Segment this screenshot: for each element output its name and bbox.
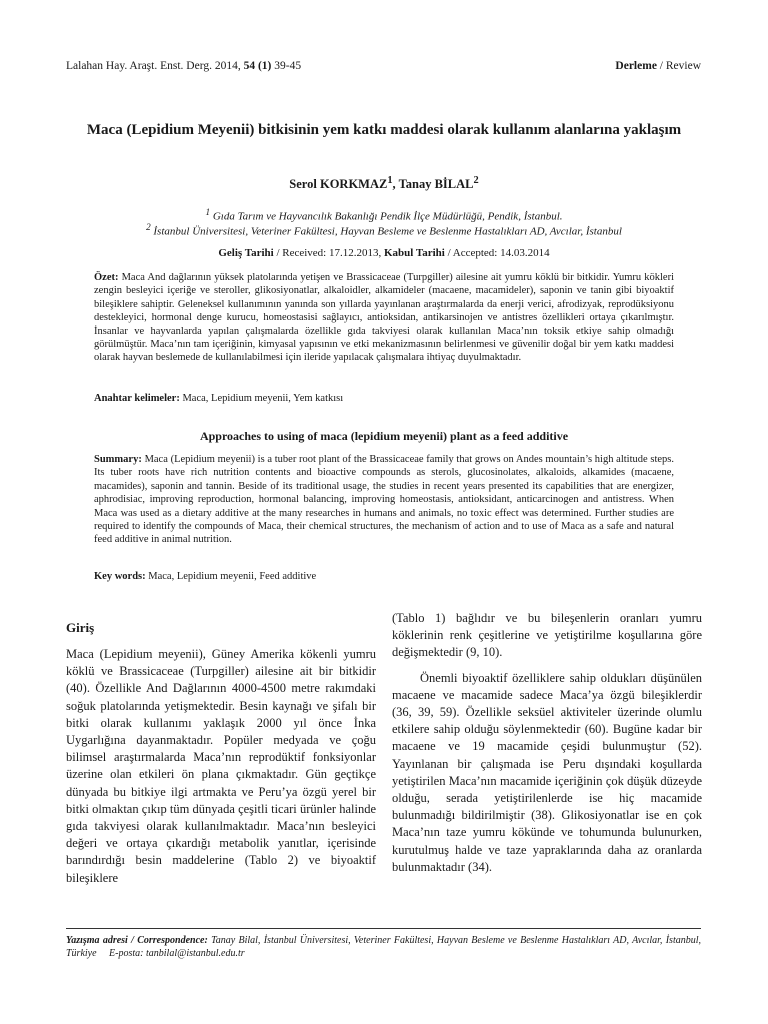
affiliation-2: [60, 220, 708, 239]
authors: [0, 175, 768, 192]
english-title: Approaches to using of maca (lepidium meyenii) plant as a feed additive: [199, 429, 569, 443]
journal-citation: [66, 60, 301, 72]
journal-pages: 39-45: [274, 60, 302, 72]
abstract-en: [94, 453, 674, 547]
body-column-right: [392, 610, 702, 876]
keywords-en: [94, 571, 316, 582]
section-heading-intro: Giriş: [66, 620, 95, 635]
author-2-sup: 2: [473, 175, 479, 186]
abstract-tr-label: Özet:: [94, 272, 119, 283]
abstract-tr-text: Maca And dağlarının yüksek platolarında yetişen ve Brassicaceae (Turpgiller) ailesine ait yumru köklü bir bitkidir. Yumru kökleri zengin besleyici içeriğe ve steroller, glikosiyonatlar, alkaloidler, alkamideler (macaene, macamideler), saponin ve tanin gibi biyoaktif bileşiklere sahiptir. Geleneksel kullanımının yanında son yıllarda yayınlanan araştırmalarda da enerji verici, afrodizyak, reprodüksiyonu destekleyici, hormonal denge kurucu, homeostasisi sağlayıcı, antioksidan, antikarsinojen ve antistres özellikleri ortaya çıkarılmıştır. İnsanlar ve hayvanlarda yapılan çalışmalarda özellikle gıda takviyesi olarak kullanılan Maca’nın toksik etkiye sahip olmadığı görülmüştür. Maca’nın tam içeriğinin, kimyasal yapısının ve etki mekanizmasının belirlenmesi ve güvenilir doğal bir yem katkı maddesi olarak hayvan beslemede de kullanılabilmesi için ileride yapılacak çalışmalara ihtiyaç duyulmaktadır.: [94, 272, 675, 364]
author-separator: ,: [392, 177, 399, 192]
keywords-tr-label: Anahtar kelimeler:: [94, 393, 180, 404]
footer-divider: [66, 928, 701, 929]
affiliation-1-text: Gıda Tarım ve Hayvancılık Bakanlığı Pendik İlçe Müdürlüğü, Pendik, İstanbul.: [212, 210, 563, 223]
email-label: E-posta:: [109, 948, 144, 959]
affiliation-2-sup: 2: [146, 222, 151, 232]
abstract-en-text: Maca (Lepidium meyenii) is a tuber root plant of the Brassicaceae family that grows on Andes mountain’s high altitude steps. Its tuber roots have rich nutrition contents and bioactive compounds as sterols, glucosinolates, alkaloids, alkamides (macaene, macamides), saponin and tannin. Beside of its traditional usage, the studies in recent years presented its capabilities that are energizer, aphrodisiac, improving reproduction, hormonal balancing, improving homeostasis, antioksidant, anticarcinogen and antistress. When Maca was used as a dietary additive at the many researches in humans and animals, no toxic effect was determined. Further studies are required to identify the compounds of Maca, their chemical structures, the mechanism of action and to use of Maca as a safe and natural feed additive in animal nutrition.: [94, 454, 674, 546]
affiliation-2-text: İstanbul Üniversitesi, Veteriner Fakültesi, Hayvan Besleme ve Beslenme Hastalıkları AD, Avcılar, İstanbul: [153, 225, 622, 238]
keywords-en-label: Key words:: [94, 571, 146, 582]
article-type-en: / Review: [659, 60, 701, 72]
intro-paragraph-continued: (Tablo 1) bağlıdır ve bu bileşenlerin oranları yumru köklerinin renk çeşitlerine ve yetiştirilme koşullarına göre değişmektedir (9, 10).: [392, 611, 702, 660]
intro-paragraph-2: Önemli biyoaktif özelliklere sahip oldukları düşünülen macaene ve macamide sadece Maca’ya özgü bileşiklerdir (36, 39, 59). Özellikle seksüel aktiviteler üzerinde olumlu etkilere sahip olduğu söylenmektedir (60). Bugüne kadar bir macaene ve 19 macamide çeşidi bulunmuştur (52). Yayınlanan bir çalışmada ise Peru dışındaki koşullarda yetiştirilen Maca’nın macamide içeriğinin çok düşük düzeyde olduğu, serada yetiştirilenlerde ise hiç macamide bulunmadığı bildirilmiştir (38). Glikosiyonatlar ise en çok Maca’nın taze yumru kökünde ve tohumunda bulunurken, kurutulmuş halde ve taze yapraklarında daha az oranlarda bulunmaktadır (34).: [392, 670, 702, 874]
intro-paragraph-1: Maca (Lepidium meyenii), Güney Amerika kökenli yumru köklü ve Brassicaceae (Turpgiller) ailesine ait bir bitkidir (40). Özellikle And Dağlarının 4000-4500 metre rakımdaki soğuk platolarında yetişmektedir. Besin kaynağı ve şifalı bir bitki olarak kullanımı yaklaşık 2000 yıl önce İnka Uygarlığına dayanmaktadır. Popüler medyada ve çoğu bilimsel araştırmalarda Maca’nın reprodüktif fonksiyonlar üzerine olan etkileri ön plana çıkmaktadır. Gün geçtikçe dünyada bu bitkiye ilgi artmakta ve Peru’ya özgü yerel bir bitki olmaktan çıkıp tüm dünyada çeşitli ticari ürünler halinde gıda takviyesi olarak kullanılmaktadır. Maca’nın besleyici değeri ve ortaya çıkardığı metabolik yanıtlar, içerisinde barındırdığı besin maddelerine (Tablo 2) ve biyoaktif bileşiklere: [66, 647, 376, 885]
correspondence-footer: [66, 934, 701, 960]
journal-prefix: Lalahan Hay. Araşt. Enst. Derg. 2014,: [66, 60, 241, 72]
abstract-en-label: Summary:: [94, 454, 142, 465]
keywords-tr-text: Maca, Lepidium meyenii, Yem katkısı: [182, 393, 344, 404]
correspondence-text: Tanay Bilal, İstanbul Üniversitesi, Veteriner Fakültesi, Hayvan Besleme ve Beslenme Hastalıkları AD, Avcılar, İstanbul, Türkiye: [66, 935, 701, 959]
body-column-left: [66, 646, 376, 887]
correspondence-label: Yazışma adresi / Correspondence:: [66, 935, 208, 946]
author-1: Serol KORKMAZ: [289, 177, 388, 192]
author-2: Tanay BİLAL: [398, 177, 474, 192]
article-title: Maca (Lepidium Meyenii) bitkisinin yem katkı maddesi olarak kullanım alanlarına yaklaşım: [86, 122, 682, 138]
author-1-sup: 1: [387, 175, 393, 186]
abstract-tr: [94, 271, 674, 365]
keywords-tr: [94, 393, 343, 404]
journal-volume: 54 (1): [243, 60, 272, 72]
received-date: / Received: 17.12.2013,: [276, 247, 382, 259]
received-label: Geliş Tarihi: [218, 247, 274, 259]
accepted-label: Kabul Tarihi: [383, 247, 445, 259]
article-type-tr: Derleme: [615, 60, 657, 72]
email-link[interactable]: tanbilal@istanbul.edu.tr: [146, 948, 245, 959]
affiliation-1-sup: 1: [205, 207, 211, 217]
accepted-date: / Accepted: 14.03.2014: [447, 247, 550, 259]
article-dates: [0, 247, 768, 259]
keywords-en-text: Maca, Lepidium meyenii, Feed additive: [148, 571, 317, 582]
article-type: [615, 60, 701, 72]
